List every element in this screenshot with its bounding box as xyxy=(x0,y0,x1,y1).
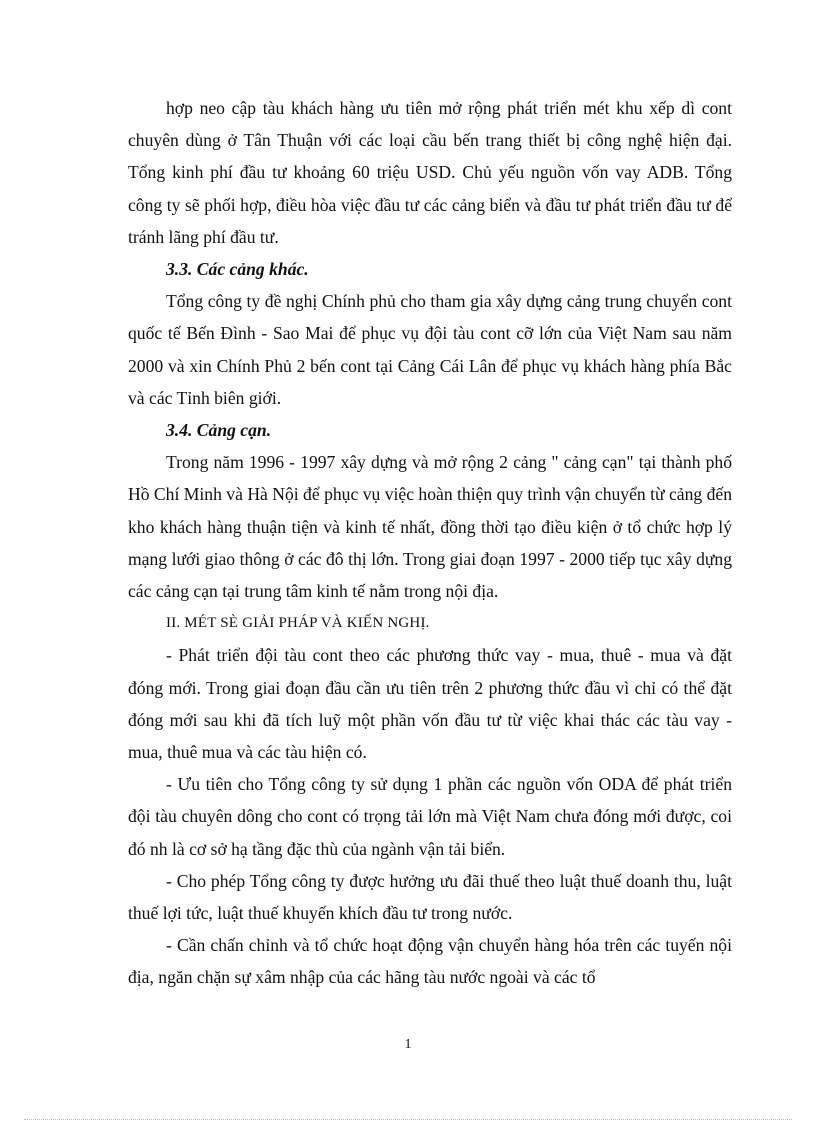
heading-dry-ports: 3.4. Cảng cạn. xyxy=(166,420,272,441)
page-bottom-divider xyxy=(24,1119,792,1120)
section-title-solutions: II. MÉT SÈ GIẢI PHÁP VÀ KIẾN NGHỊ. xyxy=(166,615,430,632)
paragraph-fleet-development: - Phát triển đội tàu cont theo các phương thức vay - mua, thuê - mua và đặt đóng mới. Trong giai đoạn đầu cần ưu tiên trên 2 phương thức đầu vì chỉ có thể đặt đóng mới sau khi đã tích luỹ một phần vốn đầu tư từ việc khai thác các tàu vay - mua, thuê mua và các tàu hiện có. xyxy=(128,645,732,763)
paragraph-dry-ports: Trong năm 1996 - 1997 xây dựng và mở rộng 2 cảng " cảng cạn" tại thành phố Hồ Chí Minh và Hà Nội để phục vụ việc hoàn thiện quy trình vận chuyển từ cảng đến kho khách hàng thuận tiện và kinh tế nhất, đồng thời tạo điều kiện ở tổ chức hợp lý mạng lưới giao thông ở các đô thị lớn. Trong giai đoạn 1997 - 2000 tiếp tục xây dựng các cảng cạn tại trung tâm kinh tế nằm trong nội địa. xyxy=(128,452,732,602)
paragraph-tax-incentives: - Cho phép Tổng công ty được hưởng ưu đãi thuế theo luật thuế doanh thu, luật thuế lợi tức, luật thuế khuyến khích đầu tư trong nước. xyxy=(128,870,732,924)
paragraph-port-investment: hợp neo cập tàu khách hàng ưu tiên mở rộng phát triển mét khu xếp dì cont chuyên dùng ở Tân Thuận với các loại cầu bến trang thiết bị công nghệ hiện đại. Tổng kinh phí đầu tư khoảng 60 triệu USD. Chủ yếu nguồn vốn vay ADB. Tổng công ty sẽ phối hợp, điều hòa việc đầu tư các cảng biển và đầu tư phát triển đầu tư để tránh lãng phí đầu tư. xyxy=(128,98,732,247)
paragraph-domestic-routes: - Cần chấn chỉnh và tổ chức hoạt động vận chuyển hàng hóa trên các tuyến nội địa, ngăn chặn sự xâm nhập của các hãng tàu nước ngoài và các tổ xyxy=(128,935,732,988)
page-body xyxy=(128,92,732,994)
paragraph-oda-priority: - Ưu tiên cho Tổng công ty sử dụng 1 phần các nguồn vốn ODA để phát triển đội tàu chuyên dông cho cont có trọng tải lớn mà Việt Nam chưa đóng mới được, coi đó nh là cơ sở hạ tầng đặc thù của ngành vận tải biển. xyxy=(128,774,732,859)
page-number: 1 xyxy=(404,1037,412,1052)
heading-other-ports: 3.3. Các cảng khác. xyxy=(166,259,309,280)
paragraph-other-ports: Tổng công ty đề nghị Chính phủ cho tham gia xây dựng cảng trung chuyển cont quốc tế Bến Đình - Sao Mai để phục vụ đội tàu cont cỡ lớn của Việt Nam sau năm 2000 và xin Chính Phủ 2 bến cont tại Cảng Cái Lân để phục vụ khách hàng phía Bắc và các Tỉnh biên giới. xyxy=(128,291,732,408)
